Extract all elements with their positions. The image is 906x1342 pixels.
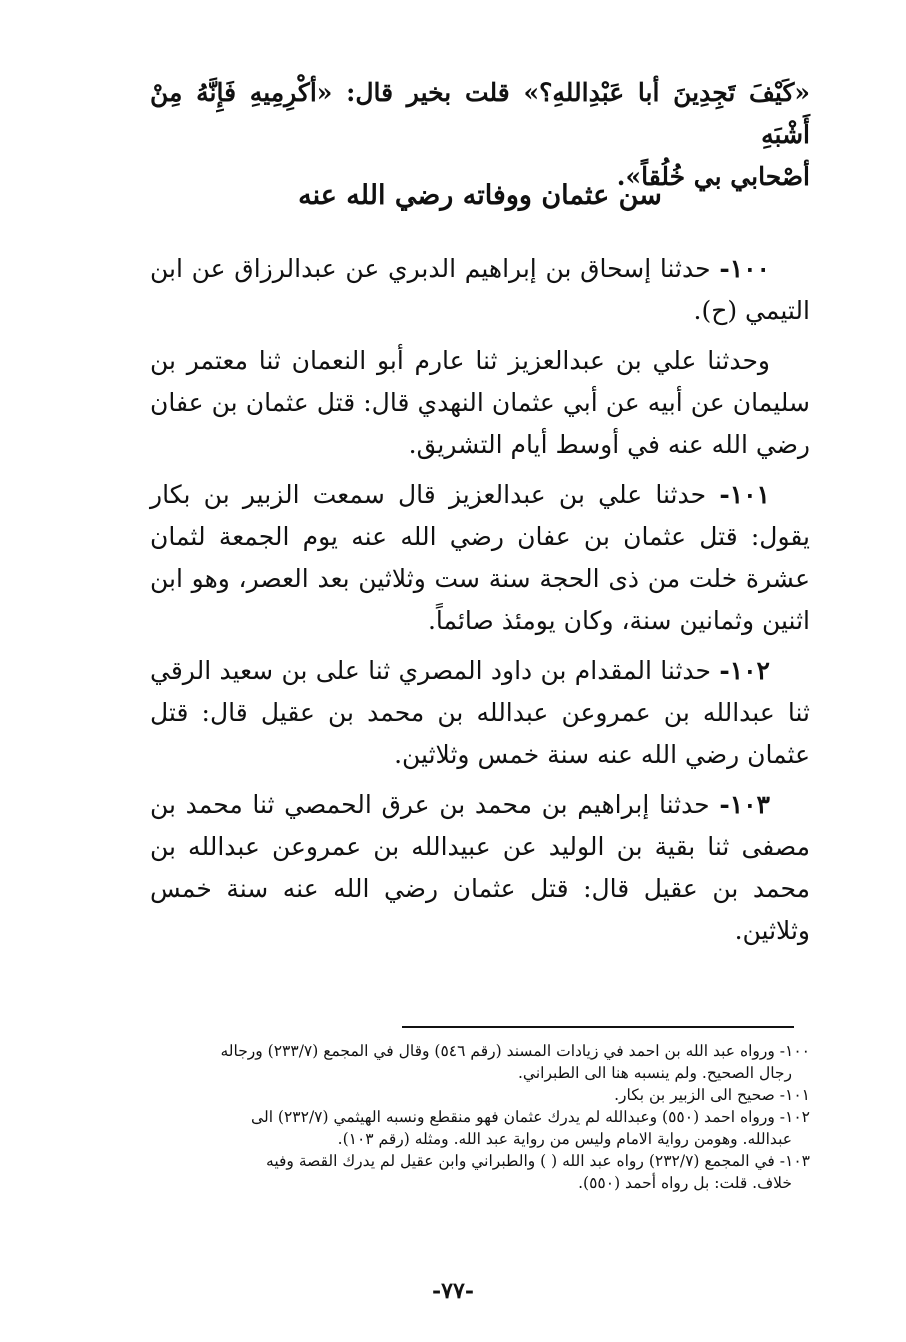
- paragraph-102: [150, 650, 810, 776]
- opening-line-1: «كَيْفَ تَجِدِينَ أبا عَبْدِاللهِ؟» قلت بخير قال: «أكْرِمِيهِ فَإِنَّهُ مِنْ أَشْبَهِ: [150, 78, 810, 149]
- paragraph-text: حدثنا إسحاق بن إبراهيم الدبري عن عبدالرزاق عن ابن التيمي (ح).: [150, 254, 810, 325]
- footnote-102-cont: عبدالله. وهومن رواية الامام وليس من رواية عبد الله. ومثله (رقم ١٠٣).: [337, 1130, 792, 1148]
- footnote-100: ١٠٠- ورواه عبد الله بن احمد في زيادات المسند (رقم ٥٤٦) وقال في المجمع (٢٣٣/٧) ورجاله: [220, 1042, 810, 1060]
- footnote-101: ١٠١- صحيح الى الزبير بن بكار.: [614, 1086, 810, 1104]
- footnote-100-cont: رجال الصحيح. ولم ينسبه هنا الى الطبراني.: [518, 1064, 792, 1082]
- paragraph-101: [150, 474, 810, 642]
- footnote-103: ١٠٣- في المجمع (٢٣٢/٧) رواه عبد الله ( ) والطبراني وابن عقيل لم يدرك القصة وفيه: [266, 1152, 810, 1170]
- paragraph-text: حدثنا المقدام بن داود المصري ثنا على بن سعيد الرقي ثنا عبدالله بن عمروعن عبدالله بن محمد بن عقيل قال: قتل عثمان رضي الله عنه سنة خمس وثلاثين.: [150, 656, 810, 769]
- paragraph-text: وحدثنا علي بن عبدالعزيز ثنا عارم أبو النعمان ثنا معتمر بن سليمان عن أبيه عن أبي عثمان النهدي قال: قتل عثمان بن عفان رضي الله عنه في أوسط أيام التشريق.: [150, 346, 810, 459]
- paragraph-100-cont: [150, 340, 810, 466]
- footnotes: [150, 1040, 810, 1194]
- paragraph-text: حدثنا إبراهيم بن محمد بن عرق الحمصي ثنا محمد بن مصفى ثنا بقية بن الوليد عن عبيدالله بن عمروعن عبدالله بن محمد بن عقيل قال: قتل عثمان رضي الله عنه سنة خمس وثلاثين.: [150, 790, 810, 945]
- paragraph-number: ١٠٢-: [719, 656, 770, 685]
- main-text: [150, 248, 810, 952]
- paragraph-text: حدثنا علي بن عبدالعزيز قال سمعت الزبير بن بكار يقول: قتل عثمان بن عفان رضي الله عنه يوم الجمعة لثمان عشرة خلت من ذى الحجة سنة ست وثلاثين بعد العصر، وهو ابن اثنين وثمانين سنة، وكان يومئذ صائماً.: [150, 480, 810, 635]
- paragraph-number: ١٠٠-: [719, 254, 770, 283]
- footnote-separator: [402, 1026, 794, 1028]
- footnote-102: ١٠٢- ورواه احمد (٥٥٠) وعبدالله لم يدرك عثمان فهو منقطع ونسبه الهيثمي (٢٣٢/٧) الى: [251, 1108, 810, 1126]
- paragraph-number: ١٠٣-: [719, 790, 770, 819]
- page-number: -٧٧-: [432, 1278, 474, 1304]
- opening-line-2: أصْحابي بي خُلُقاً».: [616, 162, 810, 191]
- paragraph-number: ١٠١-: [719, 480, 770, 509]
- section-title: سن عثمان ووفاته رضي الله عنه: [298, 180, 662, 211]
- paragraph-103: [150, 784, 810, 952]
- paragraph-100: [150, 248, 810, 332]
- footnote-103-cont: خلاف. قلت: بل رواه أحمد (٥٥٠).: [578, 1174, 792, 1192]
